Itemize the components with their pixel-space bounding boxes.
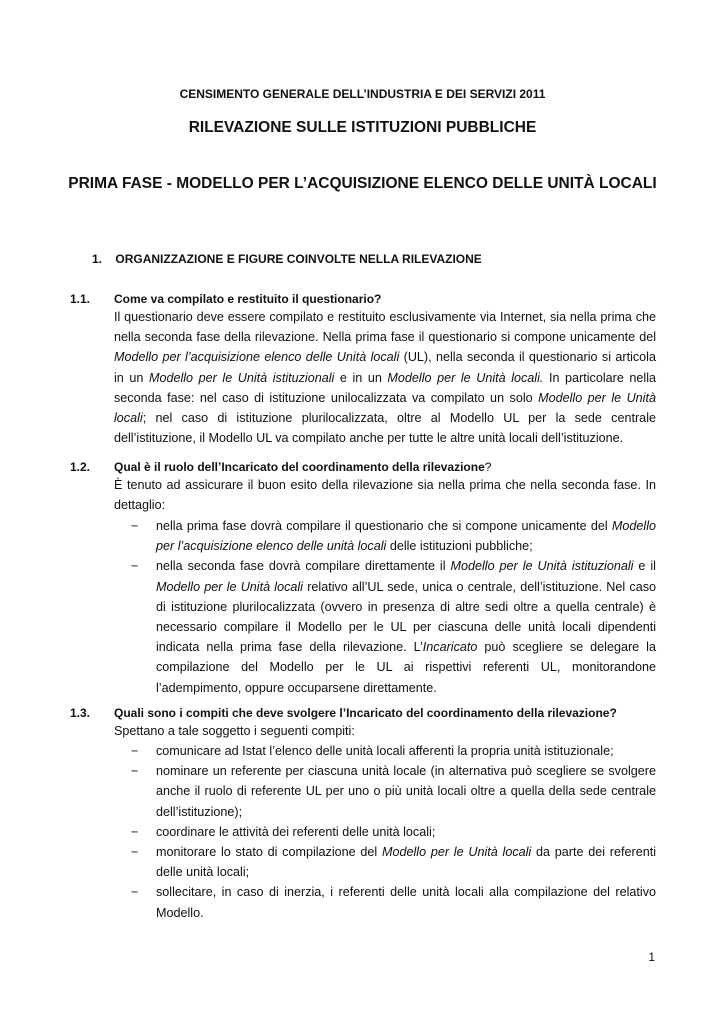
page-number: 1 xyxy=(648,950,655,964)
question-answer: È tenuto ad assicurare il buon esito della rilevazione sia nella prima che nella seconda fase. In dettaglio: xyxy=(114,478,656,513)
question-number: 1.1. xyxy=(70,292,91,306)
list-item: − nella prima fase dovrà compilare il questionario che si compone unicamente del Modello per l’acquisizione elenco delle unità locali delle istituzioni pubbliche; xyxy=(131,519,656,554)
section-heading xyxy=(92,252,482,266)
document-title: RILEVAZIONE SULLE ISTITUZIONI PUBBLICHE xyxy=(188,119,537,136)
list-item: − sollecitare, in caso di inerzia, i referenti delle unità locali alla compilazione del relativo Modello. xyxy=(131,885,656,920)
section-title: ORGANIZZAZIONE E FIGURE COINVOLTE NELLA RILEVAZIONE xyxy=(115,252,482,266)
question-title: Qual è il ruolo dell’Incaricato del coordinamento della rilevazione? xyxy=(114,460,492,474)
question-number: 1.2. xyxy=(70,460,91,474)
bullet-list xyxy=(114,516,656,698)
list-item: − coordinare le attività dei referenti delle unità locali; xyxy=(131,824,436,839)
list-item: − nominare un referente per ciascuna unità locale (in alternativa può scegliere se svolgere anche il ruolo di referente UL per uno o più unità locali oltre a quella della sede centrale dell’istituzione); xyxy=(131,764,656,819)
question-number: 1.3. xyxy=(70,706,91,720)
question-title: Come va compilato e restituito il questionario? xyxy=(114,292,382,306)
list-item: − nella seconda fase dovrà compilare direttamente il Modello per le Unità istituzionali e il Modello per le Unità locali relativo all’UL sede, unica o centrale, dell’istituzione. Nel caso di istituzione plurilocalizzata (ovvero in presenza di altre sedi oltre a quella centrale) è necessario compilare il Modello per le UL per ciascuna delle unità locali dipendenti indicata nella prima fase della rilevazione. L’Incaricato può scegliere se delegare la compilazione del Modello per le UL ai rispettivi referenti UL, monitorandone l’adempimento, oppure occuparsene direttamente. xyxy=(131,559,657,695)
list-item: − monitorare lo stato di compilazione del Modello per le Unità locali da parte dei referenti delle unità locali; xyxy=(131,845,656,880)
question-answer: Spettano a tale soggetto i seguenti compiti: xyxy=(114,724,355,738)
list-item: − comunicare ad Istat l’elenco delle unità locali afferenti la propria unità istituzionale; xyxy=(131,744,614,758)
bullet-list xyxy=(114,741,656,923)
question-answer: Il questionario deve essere compilato e restituito esclusivamente via Internet, sia nella prima che nella seconda fase della rilevazione. Nella prima fase il questionario si compone unicamente del Modello per l’acquisizione elenco delle Unità locali (UL), nella seconda il questionario si articola in un Modello per le Unità istituzionali e in un Modello per le Unità locali. In particolare nella seconda fase: nel caso di istituzione unilocalizzata va compilato un solo Modello per le Unità locali; nel caso di istituzione plurilocalizzata, oltre al Modello UL per la sede centrale dell’istituzione, il Modello UL va compilato anche per tutte le altre unità locali dell’istituzione. xyxy=(114,310,656,446)
document-subtitle: PRIMA FASE - MODELLO PER L’ACQUISIZIONE ELENCO DELLE UNITÀ LOCALI xyxy=(68,175,657,192)
section-number: 1. xyxy=(92,252,103,266)
document-header-census: CENSIMENTO GENERALE DELL’INDUSTRIA E DEI SERVIZI 2011 xyxy=(179,87,546,101)
question-title: Quali sono i compiti che deve svolgere l’Incaricato del coordinamento della rilevazione? xyxy=(114,706,617,720)
